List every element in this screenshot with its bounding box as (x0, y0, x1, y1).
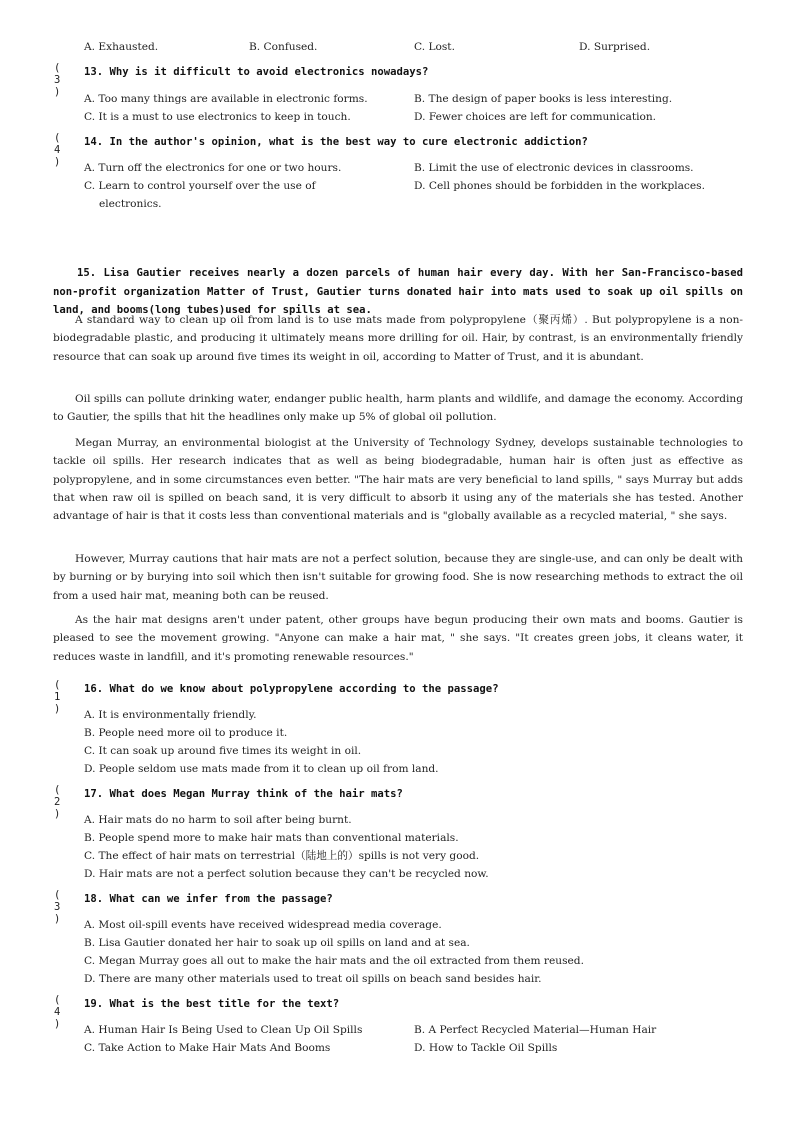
option-c: C. Megan Murray goes all out to make the hair mats and the oil extracted from them reused. (84, 955, 584, 967)
option-d: D. Surprised. (579, 41, 651, 53)
answer-marker: ( 1 ) (54, 679, 61, 715)
option-a: A. It is environmentally friendly. (84, 709, 257, 721)
option-a: A. Too many things are available in electronic forms. (84, 93, 368, 105)
answer-marker: ( 3 ) (54, 62, 61, 98)
passage-paragraph-4: However, Murray cautions that hair mats are not a perfect solution, because they are single-use, and can only be dealt with by burning or by burying into soil which then isn't suitable for growing food. She is now researching methods to extract the oil from a used hair mat, meaning both can be reused. (53, 553, 743, 602)
passage-paragraph-1: A standard way to clean up oil from land is to use mats made from polypropylene（聚丙烯）. But polypropylene is a non-biodegradable plastic, and producing it ultimately means more drilling for oil. Hair, by contrast, is an environmentally friendly resource that can soak up around five times its weight in oil, according to Matter of Trust, and it is abundant. (53, 314, 743, 363)
option-d: D. Hair mats are not a perfect solution because they can't be recycled now. (84, 868, 489, 880)
q14-options (84, 159, 744, 213)
option-b: B. People need more oil to produce it. (84, 727, 288, 739)
q16-options (84, 706, 439, 778)
passage-paragraph-2: Oil spills can pollute drinking water, endanger public health, harm plants and wildlife, and damage the economy. According to Gautier, the spills that hit the headlines only make up 5% of global oil pollution. (53, 393, 743, 424)
answer-marker: ( 4 ) (54, 994, 61, 1030)
option-b: B. Lisa Gautier donated her hair to soak up oil spills on land and at sea. (84, 937, 470, 949)
option-c: C. Learn to control yourself over the use of electronics. (84, 180, 316, 210)
option-a: A. Turn off the electronics for one or two hours. (84, 162, 342, 174)
option-c: C. It is a must to use electronics to keep in touch. (84, 111, 351, 123)
answer-marker: ( 2 ) (54, 784, 61, 820)
passage-intro: 15. Lisa Gautier receives nearly a dozen parcels of human hair every day. With her San-Francisco-based non-profit organization Matter of Trust, Gautier turns donated hair into mats used to soak up oil spills on land, and booms(long tubes)used for spills at sea. (53, 267, 743, 317)
q19-options (84, 1021, 744, 1057)
option-d: D. How to Tackle Oil Spills (414, 1042, 558, 1054)
q18-options (84, 916, 584, 988)
option-b: B. Limit the use of electronic devices in classrooms. (414, 162, 694, 174)
question-text: 14. In the author's opinion, what is the best way to cure electronic addiction? (84, 136, 588, 148)
option-b: B. The design of paper books is less interesting. (414, 93, 673, 105)
option-a: A. Human Hair Is Being Used to Clean Up Oil Spills (84, 1024, 363, 1036)
option-d: D. People seldom use mats made from it to clean up oil from land. (84, 763, 439, 775)
option-d: D. Cell phones should be forbidden in the workplaces. (414, 180, 705, 192)
option-c: C. Take Action to Make Hair Mats And Booms (84, 1042, 331, 1054)
option-b: B. People spend more to make hair mats than conventional materials. (84, 832, 459, 844)
option-a: A. Hair mats do no harm to soil after being burnt. (84, 814, 352, 826)
option-c: C. Lost. (414, 41, 455, 53)
answer-marker: ( 4 ) (54, 132, 61, 168)
question-text: 16. What do we know about polypropylene according to the passage? (84, 683, 499, 695)
question-text: 19. What is the best title for the text? (84, 998, 340, 1010)
option-a: A. Exhausted. (84, 41, 159, 53)
passage-paragraph-3: Megan Murray, an environmental biologist at the University of Technology Sydney, develops sustainable technologies to tackle oil spills. Her research indicates that as well as being biodegradable, human hair is often just as effective as polypropylene, and in some circumstances even better. "The hair mats are very beneficial to land spills, " says Murray but adds that when raw oil is spilled on beach sand, it is very difficult to absorb it using any of the materials she has tested. Another advantage of hair is that it costs less than conventional materials and is "globally available as a recycled material, " she says. (53, 437, 743, 523)
question-text: 13. Why is it difficult to avoid electronics nowadays? (84, 66, 429, 78)
option-b: B. Confused. (249, 41, 318, 53)
option-c: C. It can soak up around five times its weight in oil. (84, 745, 362, 757)
question-text: 17. What does Megan Murray think of the hair mats? (84, 788, 403, 800)
option-d: D. There are many other materials used to treat oil spills on beach sand besides hair. (84, 973, 542, 985)
answer-marker: ( 3 ) (54, 889, 61, 925)
option-b: B. A Perfect Recycled Material—Human Hair (414, 1024, 657, 1036)
passage-paragraph-5: As the hair mat designs aren't under patent, other groups have begun producing their own mats and booms. Gautier is pleased to see the movement growing. "Anyone can make a hair mat, " she says. "It creates green jobs, it cleans water, it reduces waste in landfill, and it's promoting renewable resources." (53, 614, 743, 663)
option-c: C. The effect of hair mats on terrestrial（陆地上的）spills is not very good. (84, 850, 480, 862)
q13-options (84, 90, 744, 126)
q17-options (84, 811, 489, 883)
question-text: 18. What can we infer from the passage? (84, 893, 333, 905)
option-a: A. Most oil-spill events have received widespread media coverage. (84, 919, 442, 931)
q12-options (84, 38, 744, 56)
option-d: D. Fewer choices are left for communication. (414, 111, 657, 123)
